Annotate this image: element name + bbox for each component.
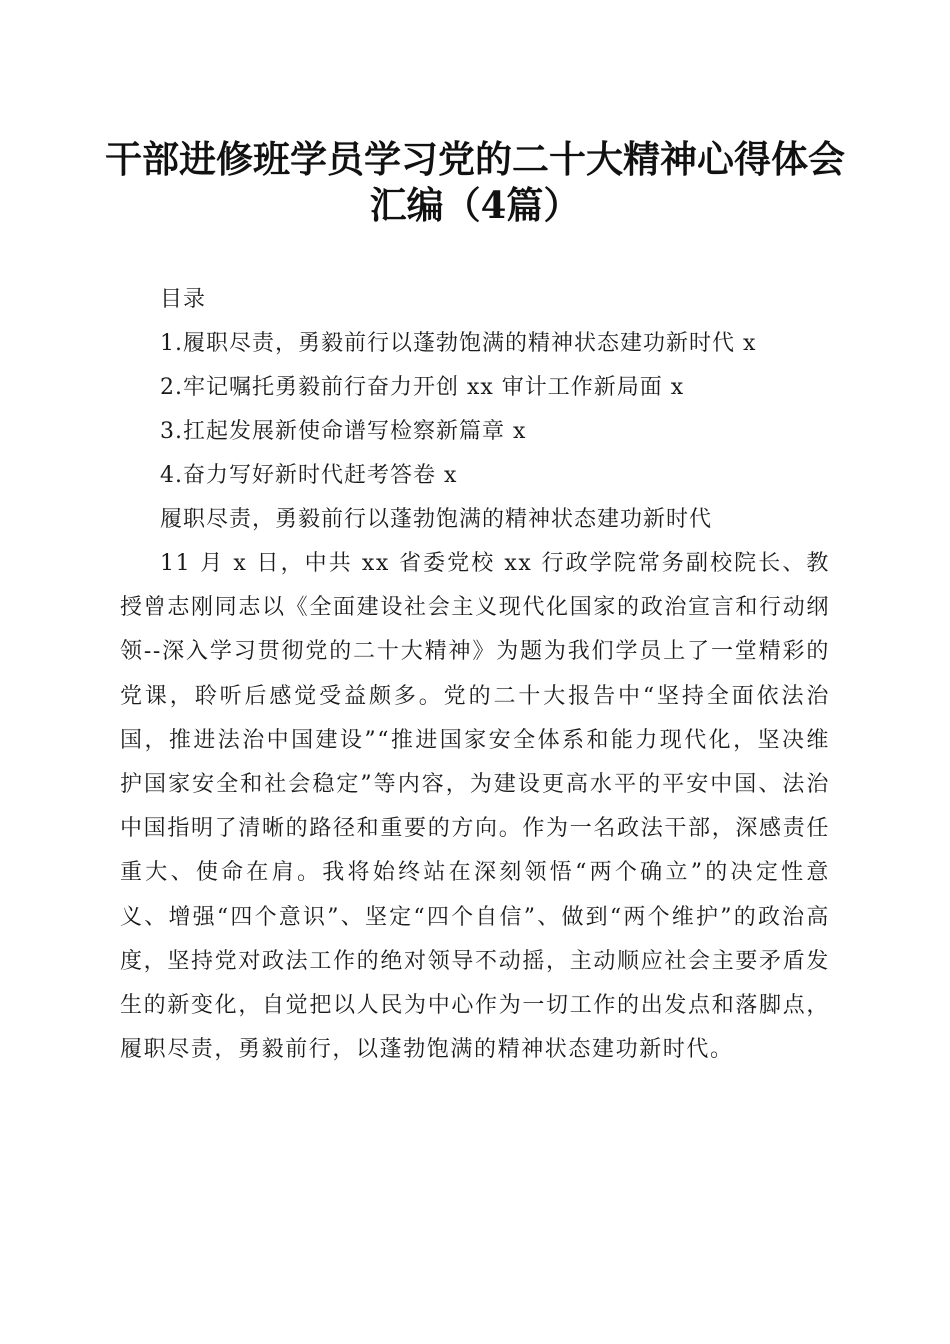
- section-title: 履职尽责，勇毅前行以蓬勃饱满的精神状态建功新时代: [160, 507, 713, 532]
- document-title-line-1: 干部进修班学员学习党的二十大精神心得体会: [105, 137, 845, 181]
- body-paragraph: 11 月 x 日，中共 xx 省委党校 xx 行政学院常务副校院长、教授曾志刚同志以《全面建设社会主义现代化国家的政治宣言和行动纲领--深入学习贯彻党的二十大精神》为题为我们学员上了一堂精彩的党课，聆听后感觉受益颇多。党的二十大报告中“坚持全面依法治国，推进法治中国建设”“推进国家安全体系和能力现代化，坚决维护国家安全和社会稳定”等内容，为建设更高水平的平安中国、法治中国指明了清晰的路径和重要的方向。作为一名政法干部，深感责任重大、使命在肩。我将始终站在深刻领悟“两个确立”的决定性意义、增强“四个意识”、坚定“四个自信”、做到“两个维护”的政治高度，坚持党对政法工作的绝对领导不动摇，主动顺应社会主要矛盾发生的新变化，自觉把以人民为中心作为一切工作的出发点和落脚点，履职尽责，勇毅前行，以蓬勃饱满的精神状态建功新时代。: [120, 551, 830, 1063]
- toc-item-1: 1.履职尽责，勇毅前行以蓬勃饱满的精神状态建功新时代 x: [160, 331, 757, 356]
- toc-heading: 目录: [160, 287, 207, 312]
- toc-item-4: 4.奋力写好新时代赶考答卷 x: [160, 463, 458, 488]
- document-title-line-2: 汇编（4篇）: [369, 183, 581, 227]
- document-title: [100, 136, 850, 228]
- toc-item-3: 3.扛起发展新使命谱写检察新篇章 x: [160, 419, 527, 444]
- toc-item-2: 2.牢记嘱托勇毅前行奋力开创 xx 审计工作新局面 x: [160, 375, 685, 400]
- table-of-contents: [160, 278, 860, 498]
